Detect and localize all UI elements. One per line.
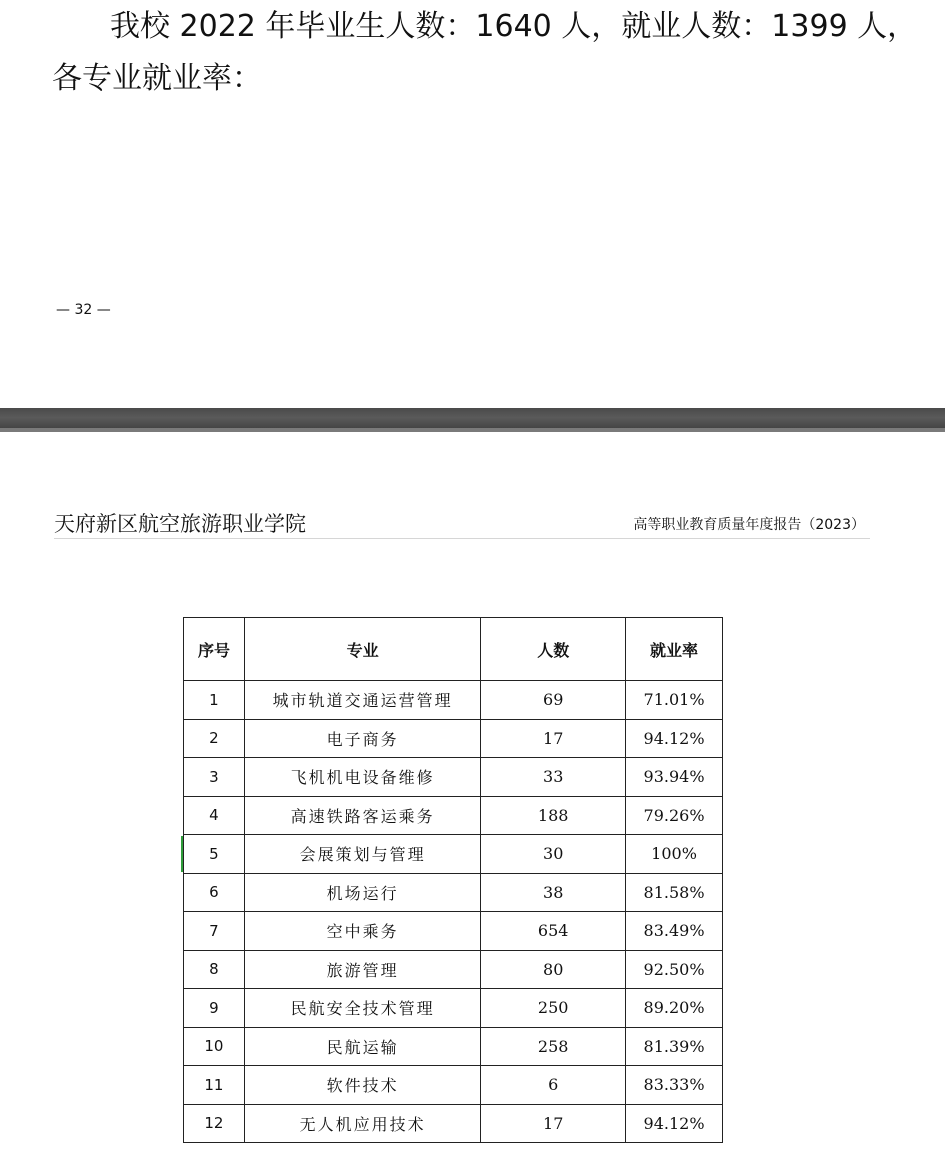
row-count: 30 xyxy=(481,835,626,874)
header-no: 序号 xyxy=(184,618,245,681)
row-major: 旅游管理 xyxy=(244,950,480,989)
table-row xyxy=(184,835,723,874)
row-no: 7 xyxy=(184,912,245,951)
row-major: 机场运行 xyxy=(244,873,480,912)
row-rate: 94.12% xyxy=(626,1104,723,1143)
header-rate: 就业率 xyxy=(626,618,723,681)
row-count: 258 xyxy=(481,1027,626,1066)
row-count: 17 xyxy=(481,1104,626,1143)
row-rate: 81.58% xyxy=(626,873,723,912)
row-major: 民航安全技术管理 xyxy=(244,989,480,1028)
table-row xyxy=(184,1027,723,1066)
row-major: 软件技术 xyxy=(244,1066,480,1105)
row-count: 17 xyxy=(481,719,626,758)
row-count: 38 xyxy=(481,873,626,912)
row-count: 6 xyxy=(481,1066,626,1105)
row-no: 5 xyxy=(184,835,245,874)
intro-line-1: 我校 2022 年毕业生人数：1640 人，就业人数：1399 人， xyxy=(110,9,918,44)
row-major: 会展策划与管理 xyxy=(244,835,480,874)
table-body xyxy=(184,681,723,1143)
row-rate: 94.12% xyxy=(626,719,723,758)
row-rate: 89.20% xyxy=(626,989,723,1028)
table-row xyxy=(184,758,723,797)
table-header-row xyxy=(184,618,723,681)
row-count: 250 xyxy=(481,989,626,1028)
header-major: 专业 xyxy=(244,618,480,681)
table-row xyxy=(184,719,723,758)
page-bottom xyxy=(0,432,945,1152)
table-row xyxy=(184,796,723,835)
row-no: 2 xyxy=(184,719,245,758)
row-no: 4 xyxy=(184,796,245,835)
row-no: 8 xyxy=(184,950,245,989)
row-no: 9 xyxy=(184,989,245,1028)
page-number: — 32 — xyxy=(56,302,111,318)
row-count: 80 xyxy=(481,950,626,989)
row-count: 33 xyxy=(481,758,626,797)
row-count: 654 xyxy=(481,912,626,951)
table-row xyxy=(184,1066,723,1105)
table-row xyxy=(184,989,723,1028)
table-row xyxy=(184,1104,723,1143)
page-top xyxy=(0,0,945,408)
row-count: 69 xyxy=(481,681,626,720)
row-rate: 92.50% xyxy=(626,950,723,989)
header-count: 人数 xyxy=(481,618,626,681)
row-no: 6 xyxy=(184,873,245,912)
table-row xyxy=(184,912,723,951)
row-major: 高速铁路客运乘务 xyxy=(244,796,480,835)
table-row xyxy=(184,681,723,720)
row-rate: 71.01% xyxy=(626,681,723,720)
row-major: 民航运输 xyxy=(244,1027,480,1066)
row-no: 10 xyxy=(184,1027,245,1066)
row-major: 城市轨道交通运营管理 xyxy=(244,681,480,720)
intro-line-2: 各专业就业率： xyxy=(52,61,262,96)
row-rate: 81.39% xyxy=(626,1027,723,1066)
row-major: 空中乘务 xyxy=(244,912,480,951)
row-rate: 100% xyxy=(626,835,723,874)
row-rate: 83.33% xyxy=(626,1066,723,1105)
row-rate: 83.49% xyxy=(626,912,723,951)
table-row xyxy=(184,950,723,989)
row-no: 11 xyxy=(184,1066,245,1105)
report-title: 高等职业教育质量年度报告（2023） xyxy=(633,517,865,533)
row-rate: 93.94% xyxy=(626,758,723,797)
row-major: 无人机应用技术 xyxy=(244,1104,480,1143)
row-no: 1 xyxy=(184,681,245,720)
table-row xyxy=(184,873,723,912)
row-no: 12 xyxy=(184,1104,245,1143)
header-rule xyxy=(54,538,870,539)
school-name: 天府新区航空旅游职业学院 xyxy=(54,512,306,536)
row-rate: 79.26% xyxy=(626,796,723,835)
row-major: 电子商务 xyxy=(244,719,480,758)
row-count: 188 xyxy=(481,796,626,835)
row-no: 3 xyxy=(184,758,245,797)
employment-table xyxy=(183,617,723,1143)
row-major: 飞机机电设备维修 xyxy=(244,758,480,797)
